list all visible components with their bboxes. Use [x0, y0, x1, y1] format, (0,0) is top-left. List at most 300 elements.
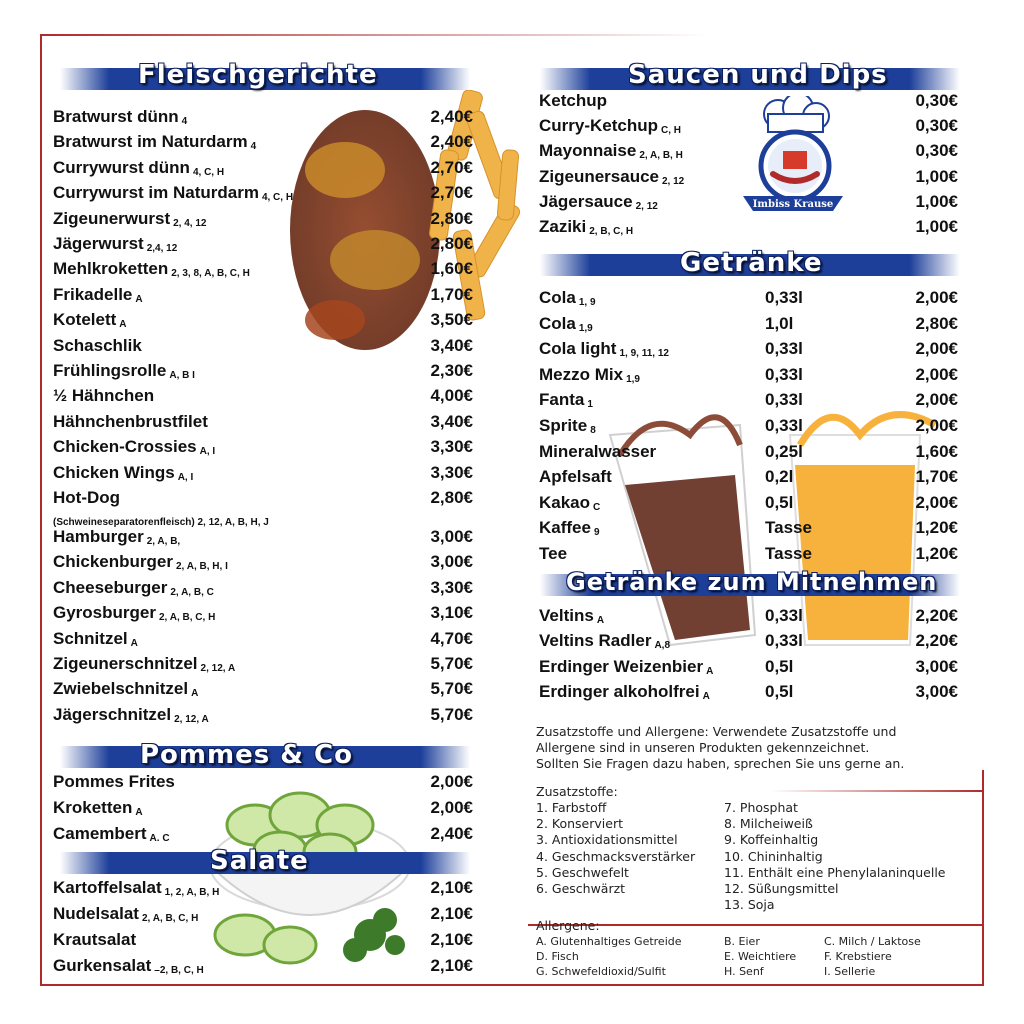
menu-row [53, 878, 473, 902]
menu-item-label: Chicken-Crossies [53, 437, 197, 456]
menu-item-label: Krautsalat [53, 930, 137, 949]
menu-item-label: Apfelsaft [539, 467, 612, 487]
menu-item-name [53, 259, 250, 279]
menu-item-name [53, 930, 136, 950]
info-list-item: 3. Antioxidationsmittel [536, 832, 678, 848]
menu-item-name [539, 467, 612, 487]
menu-row [53, 463, 473, 487]
menu-row [53, 798, 473, 822]
menu-item-size: 0,33l [765, 339, 803, 359]
menu-item-name [53, 705, 209, 725]
menu-row [539, 192, 958, 216]
info-list-item: 8. Milcheiweiß [724, 816, 813, 832]
menu-item-price: 2,70€ [430, 158, 473, 177]
menu-item-price: 4,70€ [430, 629, 473, 648]
info-list-item: 13. Soja [724, 897, 775, 913]
menu-item-name [53, 361, 195, 381]
menu-item-name [53, 552, 228, 572]
menu-item-codes: A [596, 615, 605, 626]
menu-item-label: ½ Hähnchen [53, 386, 155, 405]
menu-item-name [53, 527, 180, 547]
menu-row [53, 285, 473, 309]
menu-item-codes: 1, 2, A, B, H [164, 887, 220, 898]
menu-item-codes: 2, A, B, C, H [158, 612, 216, 623]
menu-item-name [53, 285, 143, 305]
menu-item-price: 1,20€ [915, 544, 958, 563]
menu-item-size: 1,0l [765, 313, 794, 333]
menu-item-name [539, 606, 604, 626]
section-title-getraenke: Getränke [680, 248, 823, 278]
menu-item-price: 2,10€ [430, 904, 473, 923]
info-list-item: A. Glutenhaltiges Getreide [536, 935, 682, 948]
frame-line-info-accent [770, 790, 984, 792]
menu-row [53, 437, 473, 461]
menu-item-price: 1,60€ [430, 259, 473, 278]
menu-item-codes: A [119, 319, 127, 330]
menu-item-name [539, 442, 656, 462]
menu-row [539, 682, 958, 706]
menu-item-label: Schnitzel [53, 629, 128, 648]
menu-item-name [539, 518, 600, 538]
menu-item-price: 5,70€ [430, 679, 473, 698]
menu-row [53, 824, 473, 848]
menu-item-price: 0,30€ [915, 141, 958, 161]
menu-row [53, 956, 473, 980]
menu-item-name [53, 386, 154, 406]
menu-item-price: 2,80€ [430, 234, 473, 253]
menu-item-name [539, 544, 567, 564]
menu-item-name [53, 132, 256, 152]
menu-row [53, 386, 473, 410]
menu-item-codes: A [135, 807, 143, 818]
frame-line-right [982, 770, 984, 986]
menu-item-price: 2,70€ [430, 183, 473, 202]
hotdog-note: (Schweineseparatorenfleisch) 2, 12, A, B, H, J [53, 517, 269, 528]
menu-item-label: Zaziki [539, 217, 587, 236]
menu-item-name [53, 772, 175, 792]
menu-item-name [53, 904, 198, 924]
menu-row [539, 631, 958, 655]
menu-item-codes: –2, B, C, H [154, 965, 204, 976]
menu-item-price: 3,50€ [430, 310, 473, 329]
menu-item-price: 2,00€ [430, 772, 473, 791]
menu-item-label: Cola [539, 313, 576, 333]
menu-item-codes: A [702, 690, 710, 702]
menu-row [53, 488, 473, 512]
menu-item-codes: 8 [590, 425, 596, 436]
menu-item-price: 3,30€ [430, 578, 473, 597]
menu-item-price: 2,20€ [915, 606, 958, 625]
menu-item-codes: 1,9 [578, 322, 593, 334]
menu-row [53, 209, 473, 233]
menu-item-codes: 2, A, B, H, I [175, 561, 228, 572]
menu-item-label: Frikadelle [53, 285, 133, 304]
menu-item-label: Zigeunerschnitzel [53, 654, 198, 673]
info-list-item: 7. Phosphat [724, 800, 798, 815]
additives-title: Zusatzstoffe: [536, 784, 618, 799]
menu-row [539, 518, 958, 542]
menu-item-size: Tasse [765, 518, 812, 538]
menu-item-size: 0,5l [765, 681, 794, 701]
menu-item-codes: 1, 9 [578, 297, 596, 308]
menu-row [53, 132, 473, 156]
menu-item-name [539, 416, 596, 436]
menu-item-label: Chickenburger [53, 552, 173, 571]
info-intro-line-2: Allergene sind in unseren Produkten gekennzeichnet. [536, 740, 870, 755]
menu-item-name [53, 679, 198, 699]
menu-item-codes: 2, 12, A [174, 714, 209, 725]
menu-item-size: 0,33l [765, 631, 803, 651]
menu-row [539, 141, 958, 165]
menu-item-price: 2,00€ [915, 492, 958, 512]
menu-row [53, 603, 473, 627]
menu-item-label: Kartoffelsalat [53, 878, 162, 897]
menu-row [539, 339, 958, 363]
menu-item-name [53, 629, 138, 649]
menu-item-name [539, 657, 713, 677]
menu-item-name [53, 578, 214, 598]
menu-item-name [53, 437, 215, 457]
menu-item-price: 2,00€ [915, 339, 958, 359]
menu-row [539, 467, 958, 491]
menu-item-name [539, 339, 669, 359]
menu-row [539, 442, 958, 466]
menu-item-price: 3,00€ [430, 552, 473, 571]
menu-item-label: Mehlkroketten [53, 259, 169, 278]
info-list-item: 12. Süßungsmittel [724, 881, 839, 896]
menu-item-size: 0,5l [765, 492, 794, 512]
menu-item-price: 2,00€ [915, 416, 958, 435]
menu-item-price: 5,70€ [430, 705, 473, 724]
menu-item-price: 3,30€ [430, 437, 473, 456]
menu-row [53, 107, 473, 131]
menu-item-label: Pommes Frites [53, 772, 175, 791]
menu-item-label: Schaschlik [53, 336, 142, 355]
info-list-item: B. Eier [724, 935, 760, 948]
menu-item-label: Erdinger Weizenbier [539, 656, 704, 676]
info-list-item: E. Weichtiere [724, 950, 797, 963]
menu-item-label: Mayonnaise [539, 141, 637, 161]
info-list-item: 6. Geschwärzt [536, 881, 626, 896]
menu-row [539, 91, 958, 115]
menu-item-name [53, 336, 142, 356]
menu-item-label: Zigeunerwurst [53, 209, 171, 228]
menu-item-codes: A [130, 638, 138, 649]
menu-item-label: Kaffee [539, 518, 591, 538]
menu-item-codes: A. C [149, 833, 170, 844]
menu-row [53, 705, 473, 729]
menu-item-price: 3,30€ [430, 463, 473, 482]
menu-item-label: Veltins [539, 606, 594, 625]
menu-item-price: 2,10€ [430, 956, 473, 975]
info-list-item: G. Schwefeldioxid/Sulfit [536, 965, 666, 978]
menu-item-size: 0,5l [765, 656, 794, 676]
menu-item-name [539, 631, 670, 651]
menu-item-name [53, 654, 235, 674]
menu-row [53, 527, 473, 551]
menu-item-label: Gurkensalat [53, 956, 152, 975]
menu-item-name [539, 167, 684, 187]
menu-item-label: Camembert [53, 824, 147, 843]
menu-item-name [539, 141, 683, 161]
menu-item-name [53, 183, 293, 203]
menu-item-name [53, 209, 206, 229]
info-list-item: C. Milch / Laktose [824, 935, 921, 948]
menu-item-label: Cola light [539, 339, 617, 359]
menu-item-name [539, 390, 593, 410]
menu-row [53, 654, 473, 678]
menu-item-codes: 2, B, C, H [589, 226, 634, 237]
section-title-saucen: Saucen und Dips [628, 60, 888, 90]
menu-item-name [53, 310, 127, 330]
menu-item-label: Zigeunersauce [539, 166, 659, 186]
menu-item-name [53, 234, 177, 254]
menu-item-name [53, 107, 187, 127]
frame-line-bottom [40, 984, 984, 986]
menu-row [53, 259, 473, 283]
menu-item-label: Jägerwurst [53, 234, 144, 253]
menu-item-size: 0,33l [765, 364, 803, 384]
frame-line-left [40, 34, 42, 984]
menu-item-price: 2,80€ [430, 488, 473, 507]
menu-item-price: 1,70€ [430, 285, 473, 304]
menu-item-label: Hamburger [53, 527, 144, 546]
menu-row [539, 416, 958, 440]
menu-item-price: 1,00€ [915, 217, 958, 236]
menu-item-price: 2,00€ [915, 390, 958, 410]
menu-item-price: 3,40€ [430, 336, 473, 355]
menu-item-price: 2,00€ [915, 288, 958, 307]
menu-item-label: Ketchup [539, 91, 607, 110]
menu-item-size: 0,2l [765, 467, 794, 487]
menu-item-name [539, 288, 596, 308]
menu-row [539, 314, 958, 338]
menu-item-price: 4,00€ [430, 386, 473, 405]
info-list-item: 10. Chininhaltig [724, 848, 823, 864]
logo-text: Imbiss Krause [752, 199, 834, 210]
menu-item-price: 2,80€ [915, 313, 958, 333]
menu-row [539, 544, 958, 568]
menu-item-price: 1,60€ [915, 441, 958, 461]
menu-row [539, 167, 958, 191]
menu-item-codes: A [191, 688, 199, 699]
menu-row [53, 310, 473, 334]
menu-item-price: 3,10€ [430, 603, 473, 622]
menu-item-codes: A, I [199, 446, 216, 457]
menu-item-size: 0,33l [765, 288, 803, 307]
menu-item-codes: 4, C, H [261, 192, 294, 203]
info-list-item: 4. Geschmacksverstärker [536, 848, 696, 864]
menu-row [539, 606, 958, 630]
menu-item-codes: C, H [661, 125, 682, 137]
menu-row [539, 217, 958, 241]
menu-item-size: 0,33l [765, 606, 803, 625]
allergens-title: Allergene: [536, 918, 600, 933]
menu-item-name [53, 878, 219, 898]
info-list-item: I. Sellerie [824, 965, 876, 978]
menu-item-price: 2,40€ [430, 824, 473, 843]
menu-row [539, 365, 958, 389]
menu-item-label: Cheeseburger [53, 578, 168, 597]
menu-item-price: 5,70€ [430, 654, 473, 673]
menu-item-label: Jägersauce [539, 191, 633, 211]
menu-row [539, 493, 958, 517]
menu-item-label: Curry-Ketchup [539, 116, 659, 136]
menu-row [53, 930, 473, 954]
menu-row [53, 552, 473, 576]
menu-item-size: Tasse [765, 544, 812, 563]
menu-item-codes: 1 [587, 399, 593, 411]
menu-item-label: Hähnchenbrustfilet [53, 412, 208, 431]
menu-item-label: Mezzo Mix [539, 364, 624, 384]
menu-row [53, 904, 473, 928]
menu-item-codes: 2, 3, 8, A, B, C, H [171, 268, 250, 279]
menu-item-label: Kotelett [53, 310, 117, 329]
menu-item-codes: 2, 12 [662, 175, 685, 187]
section-title-pommes: Pommes & Co [140, 740, 353, 770]
menu-item-codes: A, B I [169, 370, 195, 381]
menu-item-codes: 2, A, B, H [639, 150, 683, 162]
menu-item-label: Bratwurst dünn [53, 107, 179, 126]
menu-item-price: 2,10€ [430, 930, 473, 949]
menu-item-name [53, 824, 170, 844]
section-title-mitnehmen: Getränke zum Mitnehmen [566, 568, 938, 596]
info-list-item: 11. Enthält eine Phenylalaninquelle [724, 864, 946, 880]
menu-item-label: Chicken Wings [53, 463, 175, 482]
menu-item-size: 0,25l [765, 441, 803, 461]
menu-item-price: 2,00€ [430, 798, 473, 817]
menu-item-codes: 4 [181, 116, 188, 127]
section-title-salate: Salate [210, 846, 309, 876]
menu-row [53, 679, 473, 703]
menu-item-codes: 4, C, H [192, 167, 225, 178]
menu-item-price: 2,80€ [430, 209, 473, 228]
menu-row [539, 390, 958, 414]
menu-item-price: 2,40€ [430, 107, 473, 126]
menu-item-label: Zwiebelschnitzel [53, 679, 189, 698]
menu-row [539, 116, 958, 140]
menu-item-label: Gyrosburger [53, 603, 156, 622]
menu-item-name [539, 192, 658, 212]
menu-item-codes: 2, A, B, [146, 536, 181, 547]
menu-item-label: Hot-Dog [53, 488, 121, 507]
menu-item-name [53, 956, 204, 976]
menu-item-label: Veltins Radler [539, 631, 652, 651]
menu-item-codes: 2, 4, 12 [173, 218, 207, 229]
frame-line-top [40, 34, 710, 36]
menu-item-name [539, 493, 600, 513]
menu-item-label: Kakao [539, 492, 591, 512]
menu-item-label: Mineralwasser [539, 441, 657, 461]
menu-item-codes: 1,9 [626, 373, 640, 385]
menu-item-label: Fanta [539, 390, 585, 410]
info-intro-line-3: Sollten Sie Fragen dazu haben, sprechen Sie uns gerne an. [536, 756, 905, 771]
menu-item-codes: 4 [250, 141, 257, 152]
menu-item-name [539, 91, 607, 111]
menu-row [539, 288, 958, 312]
menu-item-label: Jägerschnitzel [53, 705, 172, 724]
menu-item-codes: 1, 9, 11, 12 [619, 348, 669, 360]
menu-item-codes: C [593, 501, 601, 513]
menu-item-codes: 9 [593, 527, 600, 539]
menu-row [53, 336, 473, 360]
menu-item-size: 0,33l [765, 390, 803, 410]
menu-item-label: Sprite [539, 416, 588, 435]
menu-item-label: Kroketten [53, 798, 133, 817]
menu-row [53, 772, 473, 796]
menu-item-size: 0,33l [765, 416, 803, 435]
menu-item-name [539, 682, 710, 702]
menu-item-label: Tee [539, 544, 568, 563]
menu-item-price: 0,30€ [915, 116, 958, 136]
menu-item-price: 0,30€ [915, 91, 958, 110]
menu-item-name [53, 798, 143, 818]
info-list-item: H. Senf [724, 965, 764, 978]
menu-row [53, 234, 473, 258]
menu-item-label: Bratwurst im Naturdarm [53, 132, 248, 151]
menu-row [53, 158, 473, 182]
menu-item-label: Frühlingsrolle [53, 361, 167, 380]
menu-row [53, 629, 473, 653]
menu-item-price: 2,00€ [915, 364, 958, 384]
menu-item-codes: 2, A, B, C [170, 587, 214, 598]
menu-row [53, 361, 473, 385]
menu-item-name [539, 314, 593, 334]
menu-item-label: Nudelsalat [53, 904, 139, 923]
menu-item-name [53, 412, 208, 432]
menu-item-price: 2,20€ [915, 631, 958, 651]
section-title-fleischgerichte: Fleischgerichte [138, 60, 378, 90]
menu-row [53, 578, 473, 602]
menu-item-price: 2,30€ [430, 361, 473, 380]
menu-row [53, 183, 473, 207]
info-list-item: 5. Geschwefelt [536, 864, 629, 880]
menu-item-name [53, 158, 224, 178]
info-list-item: 1. Farbstoff [536, 800, 607, 815]
menu-item-price: 3,00€ [915, 656, 958, 676]
menu-item-codes: 2, 12 [635, 200, 658, 212]
menu-item-name [539, 116, 681, 136]
menu-item-name [53, 488, 120, 508]
menu-item-label: Erdinger alkoholfrei [539, 681, 700, 701]
info-list-item: F. Krebstiere [824, 950, 892, 963]
menu-item-codes: A [706, 665, 714, 677]
info-list-item: 9. Koffeinhaltig [724, 832, 819, 848]
menu-item-name [539, 217, 633, 237]
info-list-item: D. Fisch [536, 950, 579, 963]
menu-item-price: 1,70€ [915, 467, 958, 487]
menu-item-name [539, 365, 640, 385]
menu-item-price: 1,00€ [915, 191, 958, 211]
menu-item-codes: 2, A, B, C, H [141, 913, 199, 924]
menu-item-price: 3,00€ [430, 527, 473, 546]
menu-item-codes: 2, 12, A [200, 663, 236, 674]
menu-item-price: 1,00€ [915, 166, 958, 186]
menu-row [539, 657, 958, 681]
menu-item-price: 2,10€ [430, 878, 473, 897]
menu-item-price: 3,00€ [915, 681, 958, 701]
menu-item-label: Currywurst dünn [53, 158, 190, 177]
info-list-item: 2. Konserviert [536, 816, 623, 832]
menu-item-codes: A,8 [654, 640, 670, 652]
menu-item-price: 2,40€ [430, 132, 473, 151]
menu-item-name [53, 463, 193, 483]
info-intro-line-1: Zusatzstoffe und Allergene: Verwendete Zusatzstoffe und [536, 724, 897, 739]
menu-row [53, 412, 473, 436]
menu-item-price: 3,40€ [430, 412, 473, 431]
menu-item-codes: 2,4, 12 [146, 243, 178, 254]
menu-item-label: Currywurst im Naturdarm [53, 183, 259, 202]
